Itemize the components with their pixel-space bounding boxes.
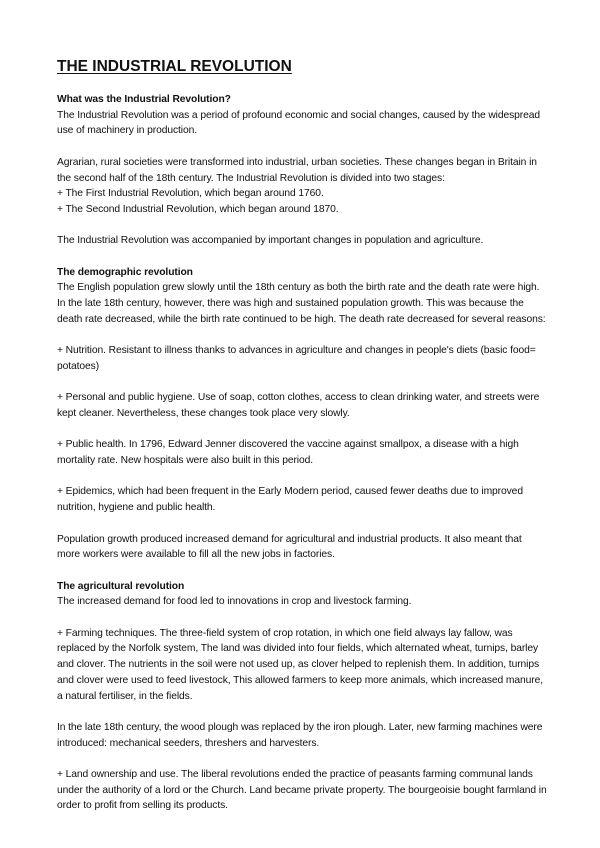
paragraph: The Industrial Revolution was a period of profound economic and social changes, caused by the widespread use of machinery in production. [57, 109, 541, 137]
spacer [57, 610, 547, 626]
list-item: + Nutrition. Resistant to illness thanks to advances in agriculture and changes in people's diets (basic food= potatoes) [57, 345, 536, 372]
list-item: + Land ownership and use. The liberal revolutions ended the practice of peasants farming communal lands under the authority of a lord or the Church. Land became private property. The bourgeoisie bought farmland in order to profit from selling its products. [57, 769, 547, 812]
spacer [57, 422, 547, 438]
spacer [57, 704, 547, 720]
list-item: + Farming techniques. The three-field system of crop rotation, in which one field always lay fallow, was replaced by the Norfolk system, The land was divided into four fields, which alternated wheat, turnips, barley and clover. The nutrients in the soil were not used up, as clover helped to replenish them. In addition, turnips and clover were used to feed livestock, This allowed farmers to keep more animals, which increased manure, a natural fertiliser, in the fields. [57, 627, 543, 702]
spacer [57, 563, 547, 579]
document-page [57, 56, 547, 814]
list-item: + The First Industrial Revolution, which began around 1760. [57, 188, 324, 200]
section-demographic [57, 265, 547, 563]
paragraph: In the late 18th century, the wood plough was replaced by the iron plough. Later, new farming machines were introduced: mechanical seeders, threshers and harvesters. [57, 721, 543, 749]
list-item: + The Second Industrial Revolution, which began around 1870. [57, 203, 339, 215]
spacer [57, 516, 547, 532]
paragraph: Population growth produced increased demand for agricultural and industrial products. It also meant that more workers were available to fill all the new jobs in factories. [57, 533, 522, 561]
list-item: + Public health. In 1796, Edward Jenner discovered the vaccine against smallpox, a disease with a high mortality rate. New hospitals were also built in this period. [57, 439, 519, 467]
section-heading: What was the Industrial Revolution? [57, 94, 231, 105]
spacer [57, 218, 547, 234]
paragraph: The increased demand for food led to innovations in crop and livestock farming. [57, 596, 412, 608]
spacer [57, 375, 547, 391]
spacer [57, 249, 547, 265]
spacer [57, 751, 547, 767]
section-heading: The demographic revolution [57, 266, 193, 278]
page-title: THE INDUSTRIAL REVOLUTION [57, 58, 292, 75]
section-intro [57, 92, 547, 249]
spacer [57, 328, 547, 344]
spacer [57, 469, 547, 485]
section-agricultural [57, 579, 547, 815]
paragraph: Agrarian, rural societies were transformed into industrial, urban societies. These changes began in Britain in the second half of the 18th century. The Industrial Revolution is divided into two stages: [57, 156, 537, 184]
section-heading: The agricultural revolution [57, 580, 185, 592]
list-item: + Epidemics, which had been frequent in the Early Modern period, caused fewer deaths due to improved nutrition, hygiene and public health. [57, 486, 523, 514]
paragraph: The Industrial Revolution was accompanied by important changes in population and agriculture. [57, 235, 484, 247]
spacer [57, 139, 547, 155]
list-item: + Personal and public hygiene. Use of soap, cotton clothes, access to clean drinking water, and streets were kept cleaner. Nevertheless, these changes took place very slowly. [57, 392, 540, 419]
paragraph: The English population grew slowly until the 18th century as both the birth rate and the death rate were high. In the late 18th century, however, there was high and sustained population growth. This was because the death rate decreased, while the birth rate continued to be high. The death rate decreased for several reasons: [57, 282, 546, 325]
